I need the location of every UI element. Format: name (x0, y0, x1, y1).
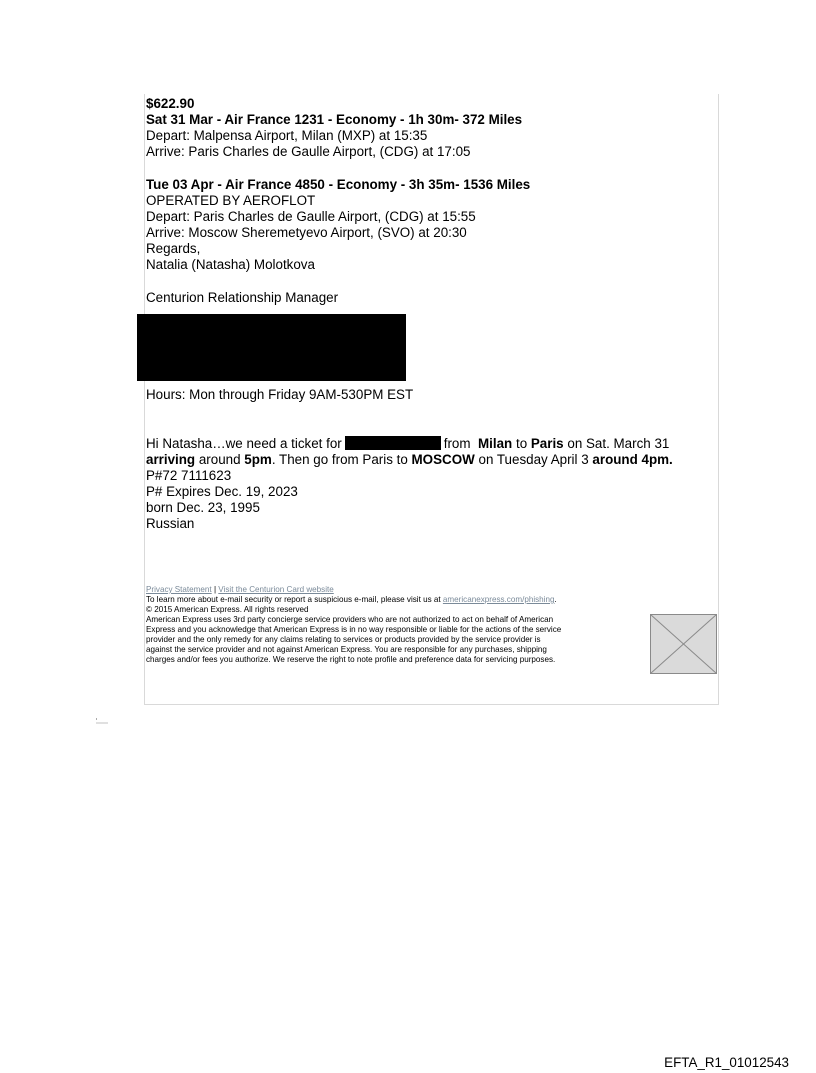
disclaimer-line: Express and you acknowledge that American Express is in no way responsible or liable for the actions of the service (146, 625, 562, 634)
leg2-title: Tue 03 Apr - Air France 4850 - Economy - 3h 35m- 1536 Miles (146, 177, 531, 192)
request-origin: Milan (478, 436, 513, 451)
disclaimer-line: charges and/or fees you authorize. We reserve the right to note profile and preference data for servicing purposes. (146, 655, 556, 664)
price: $622.90 (146, 96, 195, 111)
nationality: Russian (146, 516, 195, 531)
request-destination-2: MOSCOW (411, 452, 475, 467)
request-time: 5pm (244, 452, 272, 467)
security-text: To learn more about e-mail security or report a suspicious e-mail, please visit us at (146, 595, 441, 604)
regards: Regards, (146, 241, 201, 256)
redaction-block (137, 314, 406, 381)
leg2-depart: Depart: Paris Charles de Gaulle Airport, (CDG) at 15:55 (146, 209, 476, 224)
disclaimer-line: American Express uses 3rd party concierge service providers who are not authorized to act on behalf of American (146, 615, 554, 624)
scan-artifact (95, 718, 109, 724)
request-word: around (198, 452, 241, 467)
request-date-2: on Tuesday April 3 (478, 452, 589, 467)
disclaimer-line: provider and the only remedy for any claims relating to services or products provided by the service provider is (146, 635, 541, 644)
request-date: on Sat. March 31 (567, 436, 670, 451)
leg2-operated: OPERATED BY AEROFLOT (146, 193, 316, 208)
request-line-1 (146, 436, 669, 452)
period: . (554, 595, 557, 604)
passport-number: P#72 7111623 (146, 468, 232, 483)
link-separator: | (213, 585, 217, 594)
request-word: to (515, 436, 528, 451)
request-greeting: Hi Natasha…we need a ticket for (146, 436, 342, 451)
privacy-statement-link[interactable]: Privacy Statement (146, 585, 212, 594)
sender-role: Centurion Relationship Manager (146, 290, 339, 305)
leg2-arrive: Arrive: Moscow Sheremetyevo Airport, (SVO) at 20:30 (146, 225, 467, 240)
security-notice (146, 595, 557, 605)
footer-links (146, 585, 334, 595)
redaction-inline (345, 436, 441, 450)
leg1-arrive: Arrive: Paris Charles de Gaulle Airport, (CDG) at 17:05 (146, 144, 471, 159)
phishing-link[interactable]: americanexpress.com/phishing (442, 595, 555, 604)
leg1-title: Sat 31 Mar - Air France 1231 - Economy - 1h 30m- 372 Miles (146, 112, 523, 127)
disclaimer-line: against the service provider and not against American Express. You are responsible for any purchases, shipping (146, 645, 547, 654)
copyright: © 2015 American Express. All rights reserved (146, 605, 309, 614)
request-line-2 (146, 452, 673, 468)
passport-expiry: P# Expires Dec. 19, 2023 (146, 484, 298, 499)
request-time-2: around 4pm. (592, 452, 673, 467)
business-hours: Hours: Mon through Friday 9AM-530PM EST (146, 387, 414, 402)
sender-name: Natalia (Natasha) Molotkova (146, 257, 315, 272)
request-word: arriving (146, 452, 196, 467)
document-id: EFTA_R1_01012543 (664, 1055, 789, 1070)
request-word: . Then go from Paris to (271, 452, 408, 467)
birth-date: born Dec. 23, 1995 (146, 500, 260, 515)
centurion-website-link[interactable]: Visit the Centurion Card website (218, 585, 334, 594)
leg1-depart: Depart: Malpensa Airport, Milan (MXP) at 15:35 (146, 128, 428, 143)
request-word: from (443, 436, 471, 451)
broken-image-icon (650, 614, 717, 674)
request-destination: Paris (530, 436, 564, 451)
